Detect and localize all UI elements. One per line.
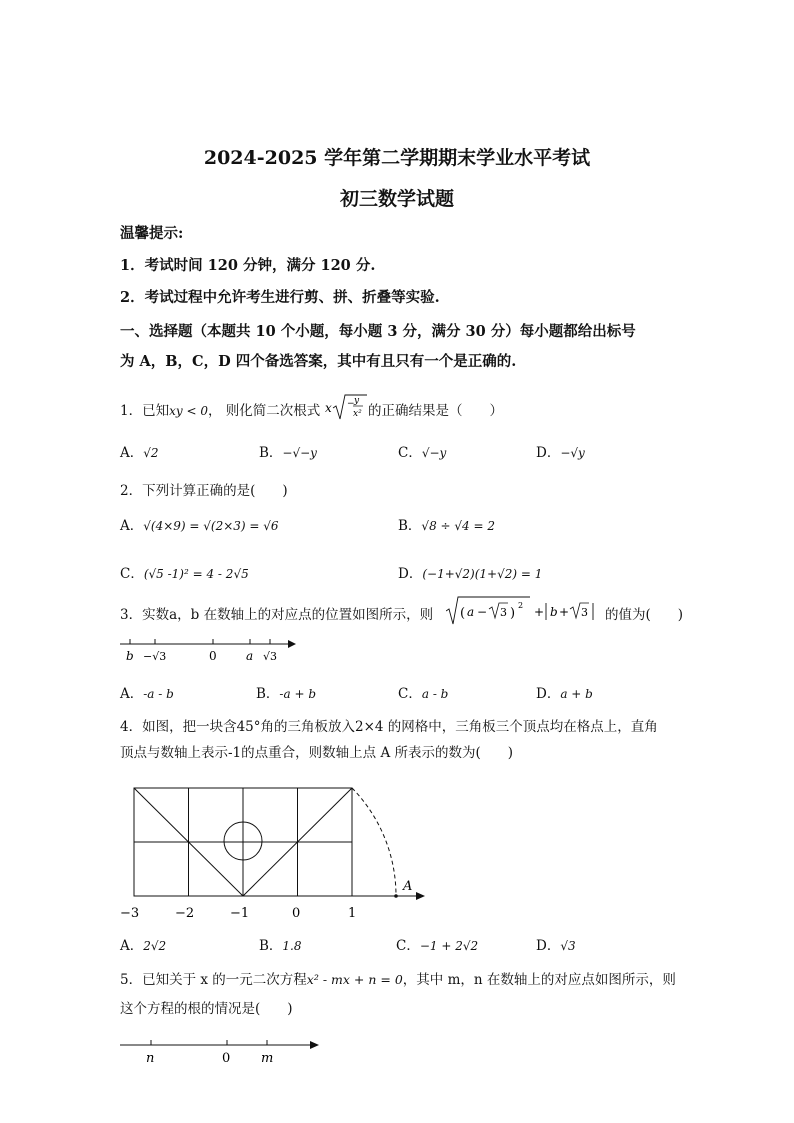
q4-option-d-value: √3: [560, 939, 576, 953]
q1-stem-end: 的正确结果是（ ）: [368, 403, 503, 419]
q4-dashed-arc: [352, 788, 396, 896]
q3-option-b: [256, 682, 316, 702]
q4-line-2: 顶点与数轴上表示-1的点重合，则数轴上点 A 所表示的数为( ): [120, 745, 514, 761]
svg-text:b: b: [550, 605, 558, 619]
q4-option-c-value: −1 + 2√2: [419, 939, 479, 953]
q4-option-b: [259, 934, 302, 954]
svg-text:3: 3: [581, 606, 588, 619]
q2-option-a-label: A．: [120, 518, 144, 534]
section-1-line-1: 一、选择题（本题共 10 个小题，每小题 3 分，满分 30 分）每小题都给出标号: [120, 323, 636, 340]
q3-axis-label-zero: 0: [209, 649, 217, 663]
q5-equation: x² - mx + n = 0: [306, 972, 403, 987]
svg-text:(: (: [460, 606, 466, 621]
q2-option-a: [120, 514, 279, 534]
svg-text:2: 2: [518, 601, 524, 610]
q1-option-a-value: √2: [143, 446, 159, 460]
q3-axis-label-a: a: [246, 649, 254, 663]
q4-axis-label-neg1: −1: [230, 906, 250, 921]
q2-option-b-label: B．: [398, 518, 422, 534]
q3-option-c-value: a - b: [421, 687, 449, 701]
q3-axis-label-sqrt3: √3: [263, 650, 278, 663]
page-title: 2024-2025 学年第二学期期末学业水平考试: [203, 147, 591, 169]
q3-radical-expression: [446, 594, 604, 628]
q1-option-c-label: C．: [398, 445, 422, 461]
q4-point-a-label: A: [403, 879, 413, 894]
q3-stem: [120, 603, 433, 623]
svg-text:−: −: [477, 605, 488, 619]
q2-option-c: [120, 562, 249, 582]
q5-axis-label-zero: 0: [222, 1051, 231, 1066]
q2-option-b: [398, 514, 495, 534]
q4-axis-label-neg2: −2: [175, 906, 195, 921]
q2-option-c-value: (√5 -1)² = 4 - 2√5: [143, 567, 249, 581]
svg-text:3: 3: [500, 606, 507, 619]
q3-stem-end: 的值为( ): [605, 607, 684, 623]
page-subtitle: 初三数学试题: [339, 188, 454, 210]
section-1-line-2: 为 A，B，C，D 四个备选答案，其中有且只有一个是正确的.: [120, 353, 517, 370]
q1-option-c-value: √−y: [421, 446, 447, 460]
tips-item-1: 1．考试时间 120 分钟，满分 120 分.: [120, 257, 376, 274]
svg-text:−: −: [347, 399, 355, 409]
q2-option-d: [398, 562, 542, 582]
q3-option-d-label: D．: [536, 686, 561, 702]
q1-condition: xy < 0: [169, 404, 208, 418]
q4-line-1: 4．如图，把一块含45°角的三角板放入2×4 的网格中，三角板三个顶点均在格点上，直角: [120, 719, 658, 735]
q4-axis-label-neg3: −3: [120, 906, 140, 921]
q3-option-d-value: a + b: [560, 687, 593, 701]
q4-point-a-dot: [394, 894, 398, 898]
q3-option-a-label: A．: [120, 686, 144, 702]
q1-option-a-label: A．: [120, 445, 144, 461]
q4-axis-label-zero: 0: [292, 906, 301, 921]
tips-item-2: 2．考试过程中允许考生进行剪、拼、折叠等实验.: [120, 289, 440, 306]
q2-option-b-value: √8 ÷ √4 = 2: [421, 519, 495, 533]
q3-option-a-value: -a - b: [143, 687, 174, 701]
q2-option-a-value: √(4×9) = √(2×3) = √6: [143, 519, 279, 533]
svg-text:a: a: [467, 605, 475, 619]
q2-stem: 2．下列计算正确的是( ): [120, 483, 288, 499]
q5-line-2: 这个方程的根的情况是( ): [120, 1001, 293, 1017]
q3-axis-label-b: b: [126, 649, 134, 663]
q1-option-b: [259, 441, 317, 461]
q3-stem-a: 3．实数: [120, 607, 170, 623]
q1-option-d-value: −√y: [560, 446, 585, 460]
q1-stem: [120, 399, 320, 419]
q4-grid-figure: [116, 780, 436, 922]
q4-option-b-value: 1.8: [282, 939, 302, 953]
q1-option-b-label: B．: [259, 445, 283, 461]
q1-option-d-label: D．: [536, 445, 561, 461]
q3-axis-arrow-icon: [288, 640, 296, 648]
q3-option-b-label: B．: [256, 686, 280, 702]
q2-option-d-label: D．: [398, 566, 423, 582]
q1-option-c: [398, 441, 446, 461]
q3-number-line: [118, 636, 298, 666]
q5-line-1-b: ，其中 m，n 在数轴上的对应点如图所示，则: [402, 972, 676, 988]
svg-text:+: +: [534, 605, 545, 619]
q1-option-d: [536, 441, 585, 461]
q4-option-d-label: D．: [536, 938, 561, 954]
q5-line-1-a: 5．已知关于 x 的一元二次方程: [120, 972, 307, 988]
q1-stem-b: ， 则化简二次根式: [207, 403, 321, 419]
q4-option-c-label: C．: [396, 938, 420, 954]
tips-heading: 温馨提示:: [120, 225, 184, 242]
q3-axis-label-neg-sqrt3: −√3: [143, 650, 167, 663]
q3-option-c-label: C．: [398, 686, 422, 702]
q5-line-1: [120, 968, 676, 988]
svg-text:y: y: [354, 396, 360, 406]
q5-number-line: [118, 1037, 328, 1069]
q4-option-c: [396, 934, 478, 954]
q1-stem-a: 1．已知: [120, 403, 170, 419]
q3-option-b-value: -a + b: [279, 687, 316, 701]
svg-text:): ): [510, 606, 516, 621]
q4-option-a: [120, 934, 166, 954]
q4-option-b-label: B．: [259, 938, 283, 954]
q5-axis-label-n: n: [146, 1051, 155, 1066]
q4-option-a-label: A．: [120, 938, 144, 954]
q4-option-a-value: 2√2: [143, 939, 167, 953]
svg-text:x: x: [325, 401, 332, 415]
q3-option-c: [398, 682, 448, 702]
q4-axis-arrow-icon: [416, 892, 425, 900]
q5-axis-arrow-icon: [310, 1041, 319, 1049]
svg-text:x²: x²: [353, 409, 362, 419]
q2-option-c-label: C．: [120, 566, 144, 582]
q4-axis-label-one: 1: [348, 906, 357, 921]
q2-option-d-value: (−1+√2)(1+√2) = 1: [422, 567, 543, 581]
q1-option-b-value: −√−y: [282, 446, 317, 460]
q4-option-d: [536, 934, 576, 954]
q3-stem-b: a，b 在数轴上的对应点的位置如图所示，则: [169, 607, 434, 623]
q1-option-a: [120, 441, 159, 461]
q3-option-d: [536, 682, 593, 702]
q5-axis-label-m: m: [261, 1051, 274, 1066]
q1-radical-expression: [325, 392, 367, 424]
svg-text:+: +: [559, 605, 570, 619]
q3-option-a: [120, 682, 174, 702]
